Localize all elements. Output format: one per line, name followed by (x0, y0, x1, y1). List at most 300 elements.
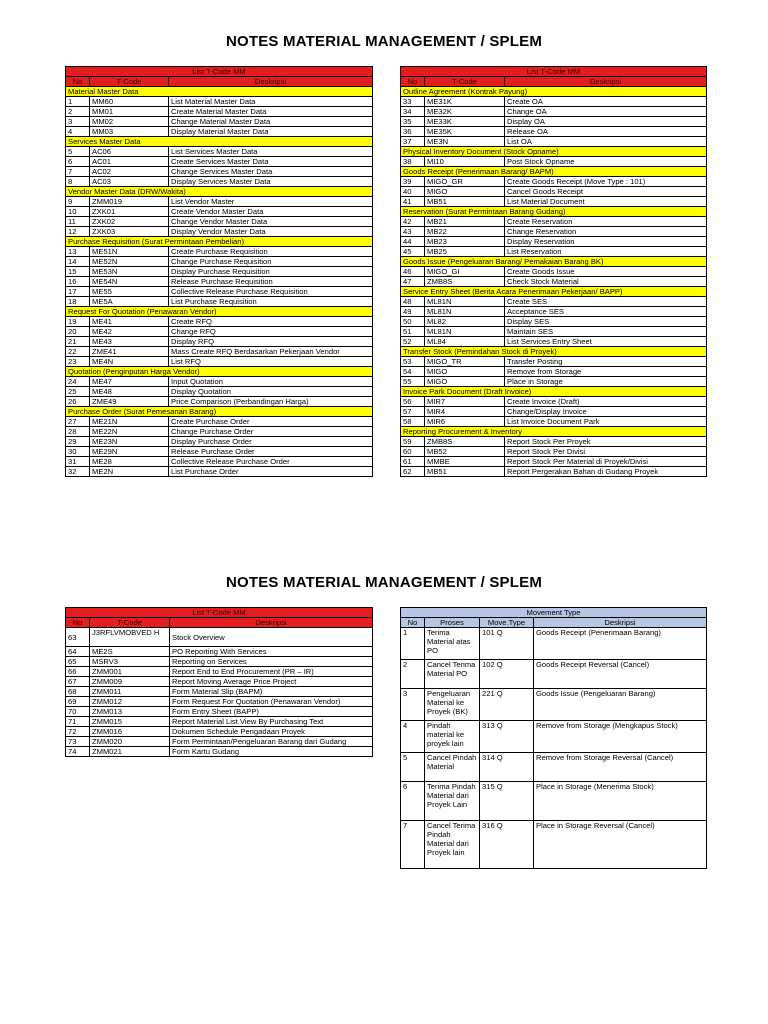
description-cell: Report Stock Per Proyek (505, 437, 707, 447)
row-number: 49 (401, 307, 425, 317)
section-title: Goods Receipt (Penerimaan Barang/ BAPM) (401, 167, 707, 177)
row-number: 51 (401, 327, 425, 337)
table-row (66, 277, 373, 287)
tcode-cell: MMBE (425, 457, 505, 467)
table-row (66, 197, 373, 207)
table-row (401, 753, 707, 782)
section-title: Transfer Stock (Pemindahan Stock di Proyek) (401, 347, 707, 357)
table-row (401, 297, 707, 307)
row-number: 43 (401, 227, 425, 237)
table-row (66, 447, 373, 457)
row-number: 71 (66, 717, 90, 727)
table-row (401, 307, 707, 317)
table-row (401, 157, 707, 167)
description-cell: Cancel Goods Receipt (505, 187, 707, 197)
tcode-cell: AC06 (90, 147, 169, 157)
tcode-cell: ME33K (425, 117, 505, 127)
description-cell: Maintain SES (505, 327, 707, 337)
row-number: 21 (66, 337, 90, 347)
section-title: Material Master Data (66, 87, 373, 97)
table-row (66, 437, 373, 447)
section-header-row (401, 147, 707, 157)
row-number: 45 (401, 247, 425, 257)
row-number: 58 (401, 417, 425, 427)
row-number: 3 (66, 117, 90, 127)
tcode-cell: ME35K (425, 127, 505, 137)
process-cell: Terima Material atas PO (425, 628, 480, 660)
row-number: 7 (66, 167, 90, 177)
row-number: 4 (401, 721, 425, 753)
table-row (66, 707, 373, 717)
row-number: 32 (66, 467, 90, 477)
table-caption-row (401, 67, 707, 77)
description-cell: Display Purchase Order (169, 437, 373, 447)
table-row (401, 782, 707, 821)
table-row (401, 237, 707, 247)
table-row (66, 697, 373, 707)
row-number: 40 (401, 187, 425, 197)
description-cell: Release OA (505, 127, 707, 137)
table-row (66, 677, 373, 687)
tcode-cell: ML84 (425, 337, 505, 347)
table-row (66, 167, 373, 177)
table-row (401, 377, 707, 387)
table-header-row (66, 77, 373, 87)
table-row (401, 821, 707, 869)
section-header-row (401, 427, 707, 437)
description-cell: Goods Receipt (Penerimaan Barang) (534, 628, 707, 660)
tcode-cell: ML81N (425, 307, 505, 317)
table-row (401, 137, 707, 147)
tcode-cell: MM01 (90, 107, 169, 117)
table-header-row (66, 618, 373, 628)
tcode-cell: MI10 (425, 157, 505, 167)
description-cell: Form Material Slip (BAPM) (170, 687, 373, 697)
tcode-cell: ME2N (90, 467, 169, 477)
row-number: 17 (66, 287, 90, 297)
table-row (66, 727, 373, 737)
description-cell: Report Material List View By Purchasing Text (170, 717, 373, 727)
section-title: Physical Inventory Document (Stock Opname) (401, 147, 707, 157)
description-cell: Check Stock Material (505, 277, 707, 287)
row-number: 61 (401, 457, 425, 467)
row-number: 19 (66, 317, 90, 327)
description-cell: List OA (505, 137, 707, 147)
tcode-cell: MIGO_GR (425, 177, 505, 187)
table-row (66, 687, 373, 697)
row-number: 20 (66, 327, 90, 337)
column-header: T-Code (90, 618, 170, 628)
page-title: NOTES MATERIAL MANAGEMENT / SPLEM (225, 574, 543, 591)
tcode-cell: ZME41 (90, 347, 169, 357)
tcode-cell: MIGO (425, 367, 505, 377)
tcode-table-left (65, 66, 373, 477)
description-cell: Form Entry Sheet (BAPP) (170, 707, 373, 717)
table-row (66, 717, 373, 727)
tcode-cell: ME47 (90, 377, 169, 387)
table-row (401, 417, 707, 427)
table-row (401, 660, 707, 689)
tcode-cell: ML81N (425, 297, 505, 307)
table-header-row (401, 618, 707, 628)
section-title: Outline Agreement (Kontrak Payung) (401, 87, 707, 97)
process-cell: Cancel Terima Material PO (425, 660, 480, 689)
row-number: 53 (401, 357, 425, 367)
table-row (401, 177, 707, 187)
description-cell: Display RFQ (169, 337, 373, 347)
tcode-cell: ZMM011 (90, 687, 170, 697)
row-number: 29 (66, 437, 90, 447)
tcode-cell: ME28 (90, 457, 169, 467)
table-row (66, 667, 373, 677)
table-row (66, 227, 373, 237)
tcode-cell: ME5A (90, 297, 169, 307)
table-row (66, 297, 373, 307)
table-header-row (401, 77, 707, 87)
tcode-cell: ZMB8S (425, 277, 505, 287)
description-cell: Display OA (505, 117, 707, 127)
description-cell: Price Comparison (Perbandingan Harga) (169, 397, 373, 407)
tcode-cell: ME48 (90, 387, 169, 397)
tcode-table-body (66, 67, 373, 477)
tcode-cell: ZMM012 (90, 697, 170, 707)
tcode-table-body (401, 67, 707, 477)
table-row (401, 267, 707, 277)
table-row (66, 467, 373, 477)
tcode-cell: MB25 (425, 247, 505, 257)
section-header-row (401, 87, 707, 97)
row-number: 37 (401, 137, 425, 147)
description-cell: Input Quotation (169, 377, 373, 387)
column-header: Deskripsi (169, 77, 373, 87)
row-number: 23 (66, 357, 90, 367)
row-number: 74 (66, 747, 90, 757)
table-row (66, 317, 373, 327)
table-row (66, 647, 373, 657)
movement-type-cell: 316 Q (480, 821, 534, 869)
tcode-cell: ZMM015 (90, 717, 170, 727)
column-header: No (66, 77, 90, 87)
section-title: Reservation (Surat Permintaan Barang Gudang) (401, 207, 707, 217)
row-number: 11 (66, 217, 90, 227)
table-row (66, 107, 373, 117)
description-cell: Goods Issue (Pengeluaran Barang) (534, 689, 707, 721)
table-row (401, 437, 707, 447)
row-number: 67 (66, 677, 90, 687)
table-row (66, 628, 373, 647)
table-caption-row (66, 67, 373, 77)
tcode-cell: AC03 (90, 177, 169, 187)
row-number: 46 (401, 267, 425, 277)
tcode-cell: MB51 (425, 197, 505, 207)
description-cell: Report Moving Average Price Project (170, 677, 373, 687)
table-row (401, 467, 707, 477)
table-row (66, 217, 373, 227)
tcode-cell: ME41 (90, 317, 169, 327)
description-cell: Create Reservation (505, 217, 707, 227)
tcode-cell: MIR6 (425, 417, 505, 427)
section-title: Services Master Data (66, 137, 373, 147)
section-title: Service Entry Sheet (Berita Acara Penerimaan Pekerjaan/ BAPP) (401, 287, 707, 297)
table-row (401, 357, 707, 367)
table-row (66, 747, 373, 757)
tcode-cell: MIR7 (425, 397, 505, 407)
movement-type-cell: 313 Q (480, 721, 534, 753)
description-cell: Display Quotation (169, 387, 373, 397)
description-cell: Place in Storage Reversal (Cancel) (534, 821, 707, 869)
description-cell: PO Reporting With Services (170, 647, 373, 657)
row-number: 12 (66, 227, 90, 237)
table-caption: List T-Code MM (401, 67, 707, 77)
row-number: 36 (401, 127, 425, 137)
row-number: 2 (401, 660, 425, 689)
table-row (66, 97, 373, 107)
tcode-cell: ME43 (90, 337, 169, 347)
description-cell: Display SES (505, 317, 707, 327)
section-header-row (401, 287, 707, 297)
table-row (401, 628, 707, 660)
description-cell: List Reservation (505, 247, 707, 257)
row-number: 3 (401, 689, 425, 721)
tcode-cell: ME2S (90, 647, 170, 657)
row-number: 22 (66, 347, 90, 357)
tcode-cell: ME51N (90, 247, 169, 257)
table-caption: List T-Code MM (66, 608, 373, 618)
table-row (401, 117, 707, 127)
description-cell: Create RFQ (169, 317, 373, 327)
section-header-row (66, 407, 373, 417)
description-cell: Change Purchase Order (169, 427, 373, 437)
row-number: 24 (66, 377, 90, 387)
description-cell: Create OA (505, 97, 707, 107)
row-number: 6 (66, 157, 90, 167)
table-row (401, 317, 707, 327)
table-row (66, 177, 373, 187)
row-number: 73 (66, 737, 90, 747)
description-cell: Report Stock Per Material di Proyek/Divisi (505, 457, 707, 467)
table-row (66, 147, 373, 157)
tcode-cell: ZXK02 (90, 217, 169, 227)
movement-type-table (400, 607, 707, 869)
tcode-cell: ME32K (425, 107, 505, 117)
table-row (401, 327, 707, 337)
row-number: 34 (401, 107, 425, 117)
description-cell: Change Purchase Requisition (169, 257, 373, 267)
row-number: 63 (66, 628, 90, 647)
row-number: 39 (401, 177, 425, 187)
table-row (66, 737, 373, 747)
table-row (401, 457, 707, 467)
process-cell: Pindah material ke proyek lain (425, 721, 480, 753)
table-row (401, 397, 707, 407)
description-cell: List Purchase Requisition (169, 297, 373, 307)
table-row (401, 197, 707, 207)
table-row (66, 387, 373, 397)
section-header-row (66, 87, 373, 97)
tcode-cell: ML81N (425, 327, 505, 337)
tcode-cell: ZMM019 (90, 197, 169, 207)
movement-table-body (401, 608, 707, 869)
tcode-cell: ZME49 (90, 397, 169, 407)
row-number: 13 (66, 247, 90, 257)
table-row (66, 347, 373, 357)
row-number: 62 (401, 467, 425, 477)
description-cell: Form Permintaan/Pengeluaran Barang dari Gudang (170, 737, 373, 747)
description-cell: Change Reservation (505, 227, 707, 237)
row-number: 69 (66, 697, 90, 707)
table-caption: List T-Code MM (66, 67, 373, 77)
tcode-cell: ZXK03 (90, 227, 169, 237)
table-row (66, 287, 373, 297)
tcode-table (400, 66, 707, 477)
movement-type-cell: 221 Q (480, 689, 534, 721)
column-header: Proses (425, 618, 480, 628)
tcode-cell: MM02 (90, 117, 169, 127)
section-header-row (401, 387, 707, 397)
row-number: 15 (66, 267, 90, 277)
movement-table (400, 607, 707, 869)
table-caption-row (66, 608, 373, 618)
description-cell: Remove from Storage (505, 367, 707, 377)
section-header-row (66, 307, 373, 317)
description-cell: Display Purchase Requisition (169, 267, 373, 277)
table-row (66, 357, 373, 367)
section-title: Reporting Procurement & Inventory (401, 427, 707, 437)
row-number: 50 (401, 317, 425, 327)
tcode-cell: ME22N (90, 427, 169, 437)
tcode-cell: MIR4 (425, 407, 505, 417)
tcode-table (65, 607, 373, 757)
row-number: 6 (401, 782, 425, 821)
tcode-cell: ME55 (90, 287, 169, 297)
table-row (401, 107, 707, 117)
page-title: NOTES MATERIAL MANAGEMENT / SPLEM (225, 33, 543, 50)
description-cell: Create SES (505, 297, 707, 307)
description-cell: Create Vendor Master Data (169, 207, 373, 217)
section-title: Goods Issue (Pengeluaran Barang/ Pemakaian Barang BK) (401, 257, 707, 267)
process-cell: Cancel Terima Pindah Material dari Proyek lain (425, 821, 480, 869)
row-number: 28 (66, 427, 90, 437)
movement-type-cell: 314 Q (480, 753, 534, 782)
description-cell: Stock Overview (170, 628, 373, 647)
tcode-cell: ME53N (90, 267, 169, 277)
description-cell: Collective Release Purchase Order (169, 457, 373, 467)
table-row (401, 367, 707, 377)
row-number: 4 (66, 127, 90, 137)
tcode-cell: MB23 (425, 237, 505, 247)
tcode-cell: J3RFLVMOBVED H (90, 628, 170, 647)
tcode-cell: ML82 (425, 317, 505, 327)
description-cell: Place in Storage (Menerima Stock) (534, 782, 707, 821)
table-row (401, 97, 707, 107)
tcode-cell: ME52N (90, 257, 169, 267)
column-header: No (66, 618, 90, 628)
tcode-cell: ME31K (425, 97, 505, 107)
table-row (401, 721, 707, 753)
column-header: Deskripsi (170, 618, 373, 628)
section-header-row (401, 347, 707, 357)
section-header-row (66, 137, 373, 147)
description-cell: Create Invoice (Draft) (505, 397, 707, 407)
section-header-row (401, 167, 707, 177)
tcode-cell: ZMM016 (90, 727, 170, 737)
tcode-cell: ME21N (90, 417, 169, 427)
description-cell: List Material Document (505, 197, 707, 207)
description-cell: Change Services Master Data (169, 167, 373, 177)
description-cell: Display Reservation (505, 237, 707, 247)
row-number: 27 (66, 417, 90, 427)
table-row (401, 127, 707, 137)
tcode-cell: MIGO (425, 377, 505, 387)
table-caption-row (401, 608, 707, 618)
row-number: 42 (401, 217, 425, 227)
description-cell: Create Services Master Data (169, 157, 373, 167)
tcode-table-right (400, 66, 707, 477)
description-cell: List Services Entry Sheet (505, 337, 707, 347)
tcode-cell: ME54N (90, 277, 169, 287)
tcode-cell: MB21 (425, 217, 505, 227)
description-cell: Change Material Master Data (169, 117, 373, 127)
description-cell: List Purchase Order (169, 467, 373, 477)
row-number: 54 (401, 367, 425, 377)
description-cell: Report End to End Procurement (PR – IR) (170, 667, 373, 677)
tcode-cell: MIGO_GI (425, 267, 505, 277)
row-number: 47 (401, 277, 425, 287)
description-cell: Create Purchase Order (169, 417, 373, 427)
description-cell: List Services Master Data (169, 147, 373, 157)
table-row (66, 257, 373, 267)
table-row (401, 227, 707, 237)
section-header-row (66, 187, 373, 197)
tcode-cell: ZMM020 (90, 737, 170, 747)
section-header-row (66, 237, 373, 247)
table-row (66, 457, 373, 467)
description-cell: Display Material Master Data (169, 127, 373, 137)
tcode-cell: MB52 (425, 447, 505, 457)
table-row (66, 267, 373, 277)
description-cell: Mass Create RFQ Berdasarkan Pekerjaan Vendor (169, 347, 373, 357)
description-cell: Change/Display Invoice (505, 407, 707, 417)
section-title: Purchase Order (Surat Pemesanan Barang) (66, 407, 373, 417)
description-cell: Change Vendor Master Data (169, 217, 373, 227)
section-title: Invoice Park Document (Draft Invoice) (401, 387, 707, 397)
table-row (401, 407, 707, 417)
column-header: T-Code (90, 77, 169, 87)
row-number: 52 (401, 337, 425, 347)
row-number: 26 (66, 397, 90, 407)
column-header: T-Code (425, 77, 505, 87)
row-number: 1 (66, 97, 90, 107)
table-row (66, 427, 373, 437)
tcode-cell: ME29N (90, 447, 169, 457)
process-cell: Terima Pindah Material dari Proyek Lain (425, 782, 480, 821)
row-number: 66 (66, 667, 90, 677)
row-number: 35 (401, 117, 425, 127)
description-cell: Collective Release Purchase Requisition (169, 287, 373, 297)
tcode-cell: ZMM021 (90, 747, 170, 757)
table-row (66, 377, 373, 387)
description-cell: Change OA (505, 107, 707, 117)
row-number: 8 (66, 177, 90, 187)
tcode-cell: ZMB8S (425, 437, 505, 447)
description-cell: Release Purchase Requisition (169, 277, 373, 287)
description-cell: Place in Storage (505, 377, 707, 387)
column-header: No (401, 77, 425, 87)
table-row (401, 277, 707, 287)
tcode-cell: MM60 (90, 97, 169, 107)
tcode-cell: MIGO (425, 187, 505, 197)
row-number: 55 (401, 377, 425, 387)
